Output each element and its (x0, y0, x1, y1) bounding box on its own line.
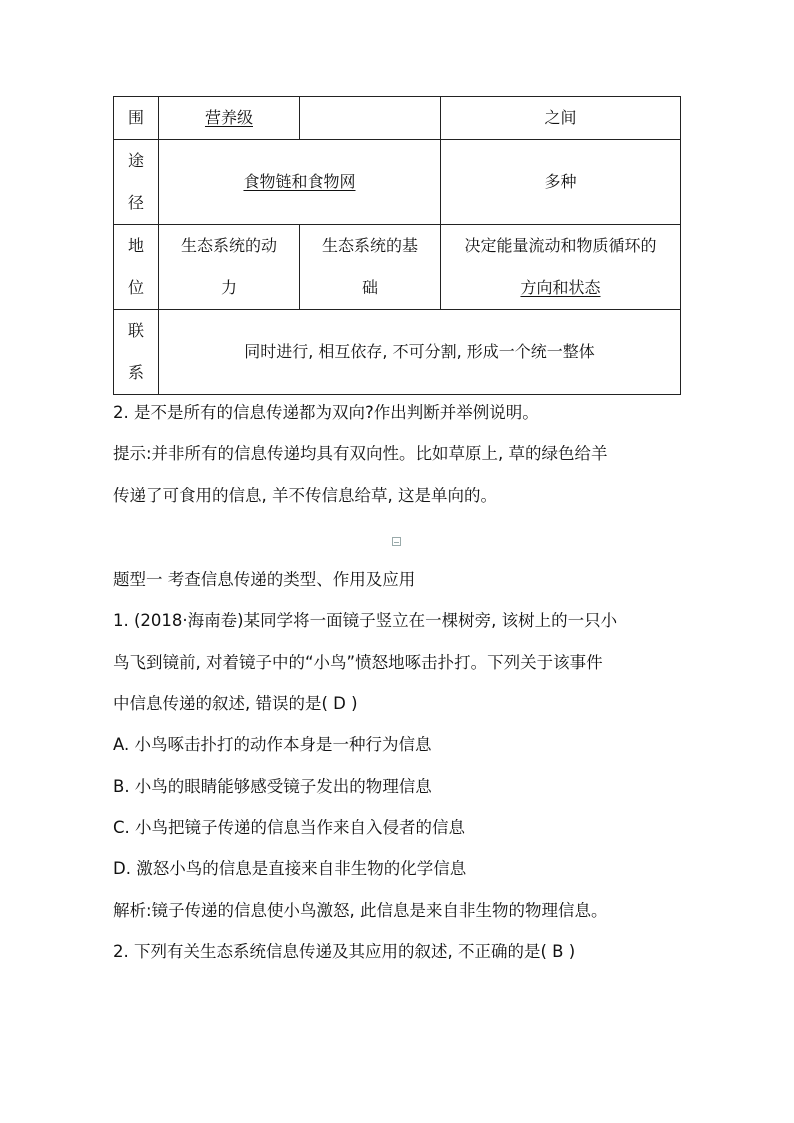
table-row (114, 225, 681, 310)
cell-text: 生态系统的基 (321, 236, 418, 255)
cell-text: 营养级 (204, 108, 253, 127)
row-label (114, 140, 159, 225)
cell-text: 力 (220, 278, 237, 297)
cell-text: 多种 (544, 172, 577, 191)
row-label-text: 联 (127, 321, 144, 340)
question-2: 2. 是不是所有的信息传递都为双向?作出判断并举例说明。 (113, 403, 539, 422)
option-c: C. 小鸟把镜子传递的信息当作来自入侵者的信息 (113, 818, 466, 837)
section-heading: 题型一 考查信息传递的类型、作用及应用 (113, 570, 416, 589)
cell-text: 决定能量流动和物质循环的 (464, 236, 657, 255)
row-label (114, 310, 159, 395)
table-cell (300, 97, 441, 140)
row-label-text: 地 (127, 236, 144, 255)
cell-text: 之间 (544, 108, 577, 127)
table-cell (159, 140, 441, 225)
table-row (114, 310, 681, 395)
option-a: A. 小鸟啄击扑打的动作本身是一种行为信息 (113, 735, 432, 754)
table-cell (300, 225, 441, 310)
cell-text: 方向和状态 (520, 278, 601, 297)
analysis: 解析:镜子传递的信息使小鸟激怒, 此信息是来自非生物的物理信息。 (113, 901, 608, 920)
hint-line-1: 提示:并非所有的信息传递均具有双向性。比如草原上, 草的绿色给羊 (113, 444, 608, 463)
option-b: B. 小鸟的眼睛能够感受镜子发出的物理信息 (113, 777, 432, 796)
table-cell (441, 225, 681, 310)
row-label-text: 径 (127, 193, 144, 212)
table-cell (159, 225, 300, 310)
exercise-1-line-2: 鸟飞到镜前, 对着镜子中的“小鸟”愤怒地啄击扑打。下列关于该事件 (113, 653, 603, 672)
table-cell (441, 97, 681, 140)
row-label (114, 225, 159, 310)
comparison-table (113, 96, 681, 395)
table-cell (441, 140, 681, 225)
row-label-text: 位 (127, 278, 144, 297)
option-d: D. 激怒小鸟的信息是直接来自非生物的化学信息 (113, 859, 467, 878)
hint-line-2: 传递了可食用的信息, 羊不传信息给草, 这是单向的。 (113, 486, 497, 505)
exercise-1-line-1: 1. (2018·海南卷)某同学将一面镜子竖立在一棵树旁, 该树上的一只小 (113, 611, 618, 630)
exercise-2: 2. 下列有关生态系统信息传递及其应用的叙述, 不正确的是( B ) (113, 942, 576, 961)
row-label-text: 围 (127, 108, 144, 127)
cell-text: 础 (361, 278, 378, 297)
placeholder-icon (392, 537, 401, 546)
table-row (114, 97, 681, 140)
row-label (114, 97, 159, 140)
cell-text: 食物链和食物网 (243, 172, 356, 191)
row-label-text: 途 (127, 151, 144, 170)
table-cell (159, 310, 681, 395)
exercise-1-line-3: 中信息传递的叙述, 错误的是( D ) (113, 694, 358, 713)
table-row (114, 140, 681, 225)
table-cell (159, 97, 300, 140)
cell-text: 同时进行, 相互依存, 不可分割, 形成一个统一整体 (244, 342, 595, 361)
row-label-text: 系 (127, 363, 144, 382)
cell-text: 生态系统的动 (180, 236, 277, 255)
